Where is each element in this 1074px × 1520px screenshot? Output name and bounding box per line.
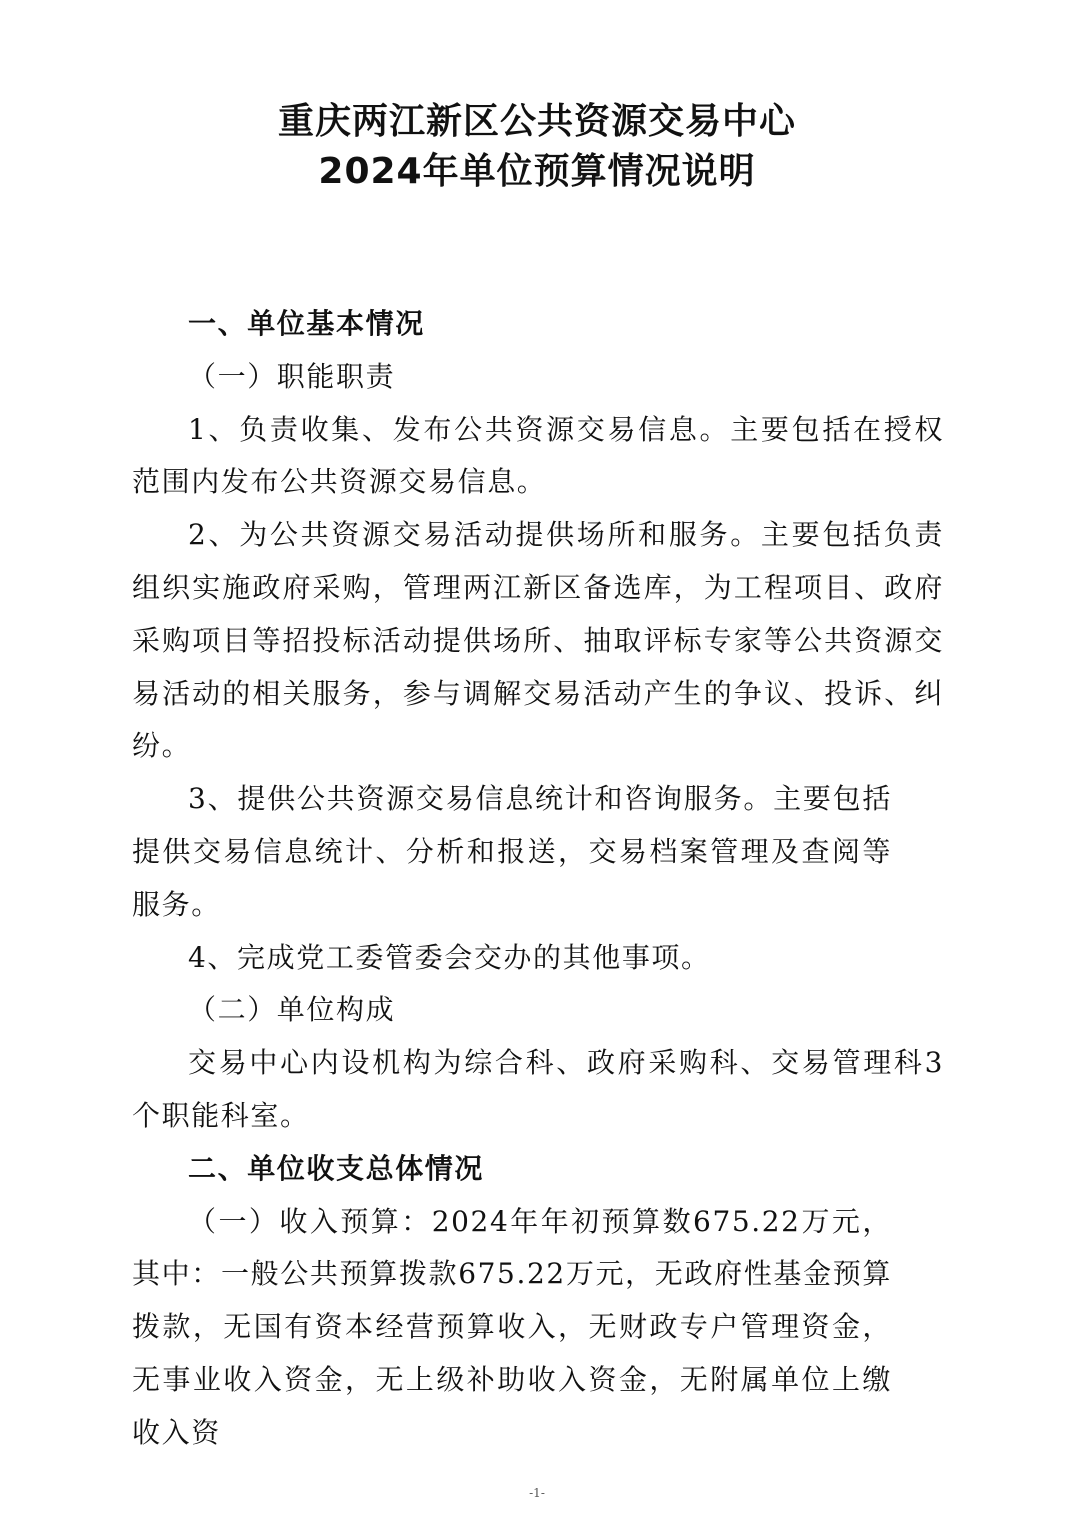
- document-body: [132, 298, 944, 1460]
- section1-sub2-heading: （二）单位构成: [188, 993, 396, 1027]
- page-number: -1-: [529, 1486, 545, 1500]
- document-title-line2: 2024年单位预算情况说明: [318, 151, 756, 192]
- document-title-line1: 重庆两江新区公共资源交易中心: [277, 101, 796, 142]
- section1-heading: 一、单位基本情况: [188, 307, 425, 340]
- section2-heading: 二、单位收支总体情况: [188, 1151, 485, 1185]
- duty-item-2: 2、为公共资源交易活动提供场所和服务。主要包括负责组织实施政府采购，管理两江新区备选库，为工程项目、政府采购项目等招投标活动提供场所、抽取评标专家等公共资源交易活动的相关服务，参与调解交易活动产生的争议、投诉、纠纷。: [132, 518, 944, 763]
- duty-item-1: 1、负责收集、发布公共资源交易信息。主要包括在授权范围内发布公共资源交易信息。: [132, 412, 944, 499]
- duty-item-4: 4、完成党工委管委会交办的其他事项。: [188, 940, 711, 974]
- section1-sub1-heading: （一）职能职责: [188, 359, 396, 393]
- income-budget-text: （一）收入预算：2024年年初预算数675.22万元，其中：一般公共预算拨款675.22万元，无政府性基金预算拨款，无国有资本经营预算收入，无财政专户管理资金，无事业收入资金，无上级补助收入资金，无附属单位上缴收入资: [132, 1204, 892, 1449]
- unit-composition-text: 交易中心内设机构为综合科、政府采购科、交易管理科3个职能科室。: [132, 1046, 944, 1132]
- duty-item-3: 3、提供公共资源交易信息统计和咨询服务。主要包括提供交易信息统计、分析和报送，交易档案管理及查阅等服务。: [132, 782, 892, 921]
